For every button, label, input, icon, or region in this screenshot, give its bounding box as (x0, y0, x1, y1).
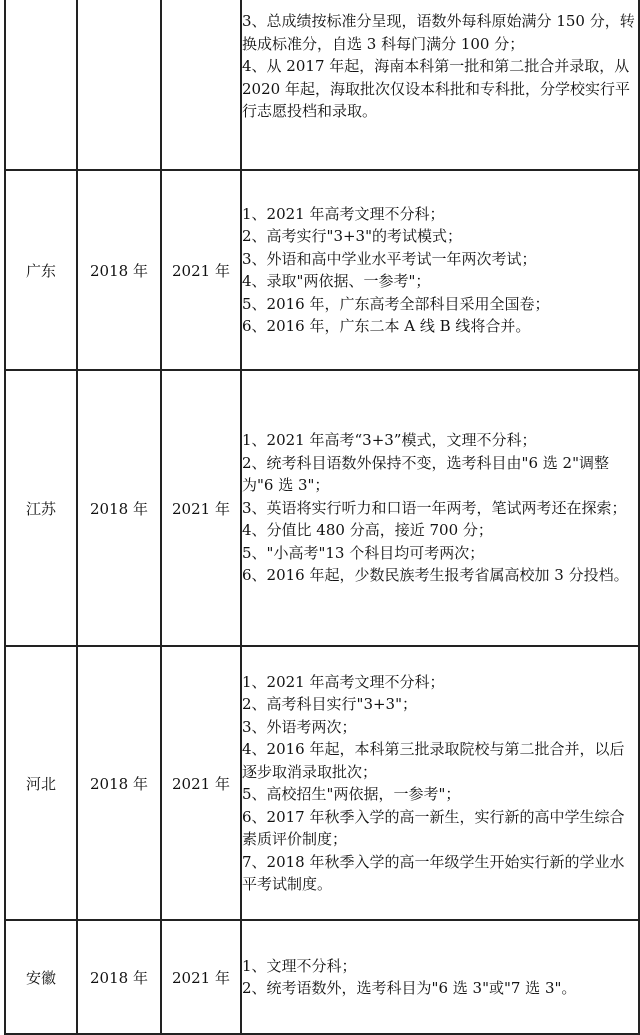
notes-cell (241, 170, 639, 370)
notes-cell (241, 370, 639, 646)
notes-cell (241, 920, 639, 1034)
table-row (5, 170, 639, 370)
note-item: 3、外语考两次； (242, 717, 357, 736)
note-item: 3、总成绩按标准分呈现，语数外每科原始满分 150 分，转换成标准分，自选 3 科每门满分 100 分； (242, 12, 635, 53)
note-item: 7、2018 年秋季入学的高一年级学生开始实行新的学业水平考试制度。 (242, 852, 625, 893)
note-item: 6、2016 年起，少数民族考生报考省属高校加 3 分投档。 (242, 566, 629, 585)
note-item: 1、文理不分科； (242, 956, 357, 975)
province-cell: 江苏 (5, 370, 77, 646)
note-item: 3、外语和高中学业水平考试一年两次考试； (242, 249, 537, 268)
table-row (5, 920, 639, 1034)
start-year-cell: 2018 年 (77, 920, 161, 1034)
reform-table (4, 0, 640, 1035)
notes-list (242, 955, 638, 1000)
table-row (5, 646, 639, 920)
note-item: 2、高考科目实行"3+3"； (242, 695, 417, 713)
implementation-year-cell: 2021 年 (161, 170, 241, 370)
note-item: 2、统考科目语数外保持不变，选考科目由"6 选 2"调整为"6 选 3"； (242, 453, 609, 495)
note-item: 5、"小高考"13 个科目均可考两次； (242, 543, 485, 562)
notes-list (242, 203, 638, 338)
note-item: 1、2021 年高考文理不分科； (242, 204, 445, 223)
start-year-cell: 2018 年 (77, 370, 161, 646)
note-item: 4、录取"两依据、一参考"； (242, 272, 431, 290)
province-cell (5, 0, 77, 170)
implementation-year-cell: 2021 年 (161, 920, 241, 1034)
note-item: 1、2021 年高考“3+3”模式，文理不分科； (242, 431, 537, 450)
note-item: 2、统考语数外，选考科目为"6 选 3"或"7 选 3"。 (242, 979, 577, 997)
implementation-year-cell: 2021 年 (161, 370, 241, 646)
implementation-year-cell: 2021 年 (161, 646, 241, 920)
notes-cell (241, 0, 639, 170)
note-item: 5、高校招生"两依据，一参考"； (242, 785, 461, 803)
table-row (5, 0, 639, 170)
province-cell: 河北 (5, 646, 77, 920)
note-item: 2、高考实行"3+3"的考试模式； (242, 227, 462, 245)
start-year-cell (77, 0, 161, 170)
table-row (5, 370, 639, 646)
start-year-cell: 2018 年 (77, 646, 161, 920)
province-cell: 广东 (5, 170, 77, 370)
notes-list (242, 671, 638, 896)
note-item: 4、2016 年起，本科第三批录取院校与第二批合并，以后逐步取消录取批次； (242, 740, 625, 781)
start-year-cell: 2018 年 (77, 170, 161, 370)
note-item: 4、分值比 480 分高，接近 700 分； (242, 521, 493, 540)
notes-list (242, 10, 638, 123)
note-item: 1、2021 年高考文理不分科； (242, 672, 445, 691)
notes-list (242, 429, 638, 587)
notes-cell (241, 646, 639, 920)
note-item: 3、英语将实行听力和口语一年两考，笔试两考还在探索； (242, 498, 627, 517)
note-item: 6、2017 年秋季入学的高一新生，实行新的高中学生综合素质评价制度； (242, 807, 625, 848)
province-cell: 安徽 (5, 920, 77, 1034)
note-item: 4、从 2017 年起，海南本科第一批和第二批合并录取，从 2020 年起，海取批次仅设本科批和专科批，分学校实行平行志愿投档和录取。 (242, 57, 630, 120)
implementation-year-cell (161, 0, 241, 170)
note-item: 6、2016 年，广东二本 A 线 B 线将合并。 (242, 317, 531, 335)
note-item: 5、2016 年，广东高考全部科目采用全国卷； (242, 294, 550, 313)
